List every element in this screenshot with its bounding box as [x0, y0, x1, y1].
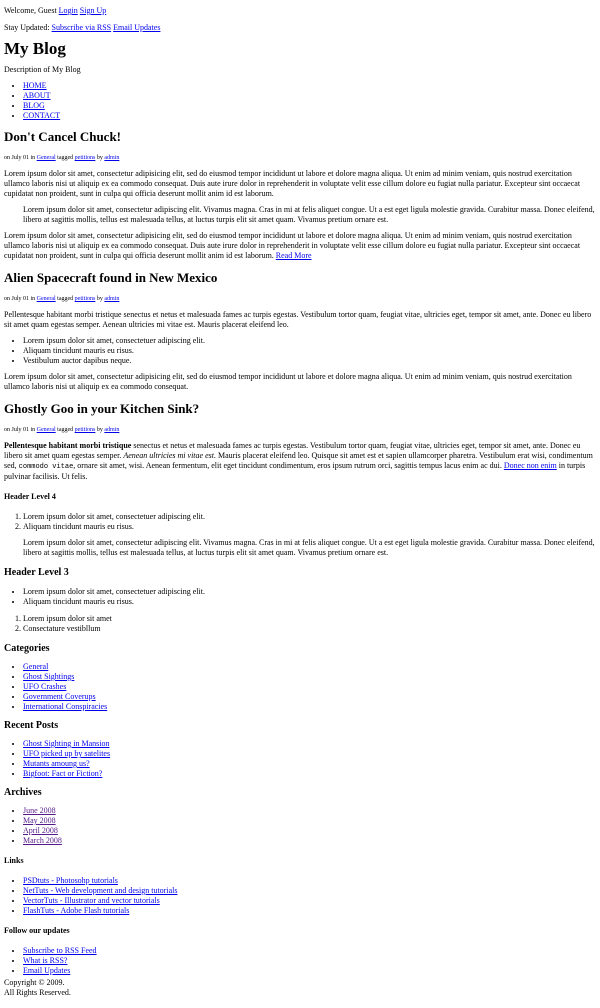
list-item: [23, 836, 596, 846]
archive-link-march-2008[interactable]: March 2008: [23, 836, 62, 845]
tagged-label: tagged: [57, 427, 74, 433]
list-item: [23, 826, 596, 836]
post: [4, 129, 596, 261]
email-updates-link[interactable]: Email Updates: [113, 23, 161, 32]
link-vectortuts[interactable]: VectorTuts - Illustrator and vector tutorials: [23, 896, 160, 905]
list-item: [23, 956, 596, 966]
post: [4, 401, 596, 634]
site-description: Description of My Blog: [4, 65, 81, 74]
recent-posts-title: Recent Posts: [4, 720, 59, 731]
post-meta: [4, 295, 596, 303]
list-item: [23, 896, 596, 906]
post-paragraph: [4, 441, 596, 482]
signup-link[interactable]: Sign Up: [79, 6, 107, 15]
post-date: on July 01 in: [4, 296, 36, 302]
code-text: commodo vitae: [18, 463, 74, 471]
tagged-label: tagged: [57, 296, 74, 302]
rights-text: All Rights Reserved.: [4, 988, 71, 997]
by-label: by: [96, 296, 103, 302]
post-tag-link[interactable]: petitions: [74, 427, 96, 433]
list-item: [23, 886, 596, 896]
footer: [4, 978, 596, 998]
tagged-label: tagged: [57, 155, 74, 161]
archives-title: Archives: [4, 787, 42, 798]
post-tag-link[interactable]: petitions: [74, 155, 96, 161]
by-label: by: [96, 155, 103, 161]
categories-title: Categories: [4, 643, 50, 654]
post-title: Don't Cancel Chuck!: [4, 129, 122, 144]
post-meta: [4, 154, 596, 162]
post-paragraph: Lorem ipsum dolor sit amet, consectetur adipisicing elit, sed do eiusmod tempor incididunt ut labore et dolore magna aliqua. Ut enim ad minim veniam, quis nostrud exercitation ullamco laboris nisi ut aliquip ex ea commodo consequat. Duis aute irure dolor in reprehenderit in voluptate velit esse cillum dolore eu fugiat nulla pariatur. Excepteur sint occaecat cupidatat non proident, sunt in culpa qui officia deserunt mollit anim id est laborum.: [4, 169, 581, 198]
post-author-link[interactable]: admin: [104, 296, 120, 302]
list-item: • Aliquam tincidunt mauris eu risus.: [23, 597, 596, 607]
list-item: • Aliquam tincidunt mauris eu risus.: [23, 346, 596, 356]
follow-title: Follow our updates: [4, 926, 70, 935]
link-psdtuts[interactable]: PSDtuts - Photosohp tutorials: [23, 876, 118, 885]
list-item: [23, 692, 596, 702]
post-paragraph-text: Mauris placerat eleifend leo. Quisque sit amet est et sapien ullamcorper pharetra. Vestibulum erat wisi, condimentum sed,: [4, 451, 593, 470]
list-item: [23, 816, 596, 826]
recent-post-link[interactable]: Ghost Sighting in Mansion: [23, 739, 110, 748]
emphasis-text: Aenean ultricies mi vitae est.: [123, 451, 216, 460]
post-title: Ghostly Goo in your Kitchen Sink?: [4, 401, 200, 416]
what-is-rss-link[interactable]: What is RSS?: [23, 956, 68, 965]
list-item: 2. Aliquam tincidunt mauris eu risus.: [23, 522, 596, 532]
recent-post-link[interactable]: UFO picked up by satelites: [23, 749, 111, 758]
archives-list: [4, 806, 596, 846]
list-item: [23, 682, 596, 692]
subscribe-rss-feed-link[interactable]: Subscribe to RSS Feed: [23, 946, 97, 955]
post-paragraph: Pellentesque habitant morbi tristique senectus et netus et malesuada fames ac turpis egestas. Vestibulum tortor quam, feugiat vitae, ultricies eget, tempor sit amet, ante. Donec eu libero sit amet quam egestas semper. Aenean ultricies mi vitae est. Mauris placerat eleifend leo.: [4, 310, 592, 329]
nav-item-about: [23, 91, 596, 101]
inline-link[interactable]: Donec non enim: [503, 461, 557, 470]
page: [0, 6, 600, 998]
header-level-3: Header Level 3: [4, 567, 69, 578]
ordered-list: [4, 512, 596, 532]
ordered-list: [4, 614, 596, 634]
post: [4, 270, 596, 392]
list-item: [23, 749, 596, 759]
archive-link-april-2008[interactable]: April 2008: [23, 826, 58, 835]
top-bar: [4, 6, 596, 16]
list-item: [23, 806, 596, 816]
login-link[interactable]: Login: [58, 6, 78, 15]
post-paragraph-text: in turpis pulvinar facilisis. Ut felis.: [4, 461, 586, 481]
post-paragraph-text: Lorem ipsum dolor sit amet, consectetur adipisicing elit, sed do eiusmod tempor incididunt ut labore et dolore magna aliqua. Ut enim ad minim veniam, quis nostrud exercitation ullamco laboris nisi ut aliquip ex ea commodo consequat. Duis aute irure dolor in reprehenderit in voluptate velit esse cillum dolore eu fugiat nulla pariatur. Excepteur sint occaecat cupidatat non proident, sunt in culpa qui officia deserunt mollit anim id est laborum.: [4, 231, 581, 260]
nav-item-contact: [23, 111, 596, 121]
nav-item-blog: [23, 101, 596, 111]
list-item: 2. Consectature vestibllum: [23, 624, 596, 634]
header-level-4: Header Level 4: [4, 492, 56, 501]
post-paragraph: [4, 231, 596, 261]
list-item: [23, 672, 596, 682]
links-list: [4, 876, 596, 916]
category-link-international-conspiracies[interactable]: International Conspiracies: [23, 702, 108, 711]
list-item: • Vestibulum auctor dapibus neque.: [23, 356, 596, 366]
follow-list: [4, 946, 596, 976]
read-more-link[interactable]: Read More: [275, 251, 312, 260]
archive-link-june-2008[interactable]: June 2008: [23, 806, 56, 815]
stay-updated-bar: [4, 23, 596, 33]
category-link-ghost-sightings[interactable]: Ghost Sightings: [23, 672, 75, 681]
subscribe-rss-link[interactable]: Subscribe via RSS: [51, 23, 112, 32]
list-item: [23, 759, 596, 769]
archive-link-may-2008[interactable]: May 2008: [23, 816, 56, 825]
nav-link-about[interactable]: ABOUT: [23, 91, 51, 100]
nav-item-home: [23, 81, 596, 91]
copyright-text: Copyright © 2009.: [4, 978, 65, 987]
nav-link-contact[interactable]: CONTACT: [23, 111, 61, 120]
link-flashtuts[interactable]: FlashTuts - Adobe Flash tutorials: [23, 906, 130, 915]
recent-post-link[interactable]: Bigfoot: Fact or Fiction?: [23, 769, 103, 778]
list-item: [23, 966, 596, 976]
post-paragraph-text: , ornare sit amet, wisi. Aenean fermentum, elit eget tincidunt condimentum, eros ipsum rutrum orci, sagittis tempus lacus enim ac dui.: [73, 461, 504, 470]
list-item: [23, 739, 596, 749]
stay-updated-label: Stay Updated:: [4, 23, 50, 32]
list-item: 1. Lorem ipsum dolor sit amet: [23, 614, 596, 624]
list-item: • Lorem ipsum dolor sit amet, consectetuer adipiscing elit.: [23, 336, 596, 346]
links-title: Links: [4, 856, 24, 865]
site-title: My Blog: [4, 39, 66, 58]
post-author-link[interactable]: admin: [104, 155, 120, 161]
recent-post-link[interactable]: Mutants amoung us?: [23, 759, 90, 768]
list-item: [23, 906, 596, 916]
welcome-text: Welcome, Guest: [4, 6, 57, 15]
strong-text: Pellentesque habitant morbi tristique: [4, 441, 132, 450]
recent-posts-list: [4, 739, 596, 779]
list-item: [23, 769, 596, 779]
list-item: [23, 876, 596, 886]
post-date: on July 01 in: [4, 427, 36, 433]
post-date: on July 01 in: [4, 155, 36, 161]
list-item: • Lorem ipsum dolor sit amet, consectetuer adipiscing elit.: [23, 587, 596, 597]
list-item: 1. Lorem ipsum dolor sit amet, consectetuer adipiscing elit.: [23, 512, 596, 522]
post-paragraph: Lorem ipsum dolor sit amet, consectetur adipisicing elit, sed do eiusmod tempor incididunt ut labore et dolore magna aliqua. Ut enim ad minim veniam, quis nostrud exercitation ullamco laboris nisi ut aliquip ex ea commodo consequat.: [4, 372, 572, 391]
email-updates-footer-link[interactable]: Email Updates: [23, 966, 71, 975]
categories-list: [4, 662, 596, 712]
post-paragraph-text: senectus et netus et malesuada fames ac turpis egestas. Vestibulum tortor quam, feugiat vitae, ultricies eget, tempor sit amet, ante. Donec eu libero sit amet quam egestas semper.: [4, 441, 581, 460]
post-title: Alien Spacecraft found in New Mexico: [4, 270, 218, 285]
link-nettuts[interactable]: NetTuts - Web development and design tutorials: [23, 886, 178, 895]
unordered-list: [4, 587, 596, 607]
post-blockquote: Lorem ipsum dolor sit amet, consectetur adipiscing elit. Vivamus magna. Cras in mi at felis aliquet congue. Ut a est eget ligula molestie gravida. Curabitur massa. Donec eleifend, libero at sagittis mollis, tellus est malesuada tellus, at luctus turpis elit sit amet quam. Vivamus pretium ornare est.: [23, 205, 595, 224]
post-author-link[interactable]: admin: [104, 427, 120, 433]
by-label: by: [96, 427, 103, 433]
post-category-link[interactable]: General: [36, 296, 56, 302]
post-list: [4, 336, 596, 366]
list-item: [23, 662, 596, 672]
list-item: [23, 702, 596, 712]
category-link-government-coverups[interactable]: Government Coverups: [23, 692, 96, 701]
post-category-link[interactable]: General: [36, 155, 56, 161]
post-category-link[interactable]: General: [36, 427, 56, 433]
post-tag-link[interactable]: petitions: [74, 296, 96, 302]
category-link-ufo-crashes[interactable]: UFO Crashes: [23, 682, 67, 691]
post-meta: [4, 426, 596, 434]
nav-link-home[interactable]: HOME: [23, 81, 47, 90]
list-item: [23, 946, 596, 956]
main-nav: [4, 81, 596, 121]
nav-link-blog[interactable]: BLOG: [23, 101, 45, 110]
category-link-general[interactable]: General: [23, 662, 49, 671]
post-blockquote: Lorem ipsum dolor sit amet, consectetur adipiscing elit. Vivamus magna. Cras in mi at felis aliquet congue. Ut a est eget ligula molestie gravida. Curabitur massa. Donec eleifend, libero at sagittis mollis, tellus est malesuada tellus, at luctus turpis elit sit amet quam. Vivamus pretium ornare est.: [23, 538, 595, 557]
